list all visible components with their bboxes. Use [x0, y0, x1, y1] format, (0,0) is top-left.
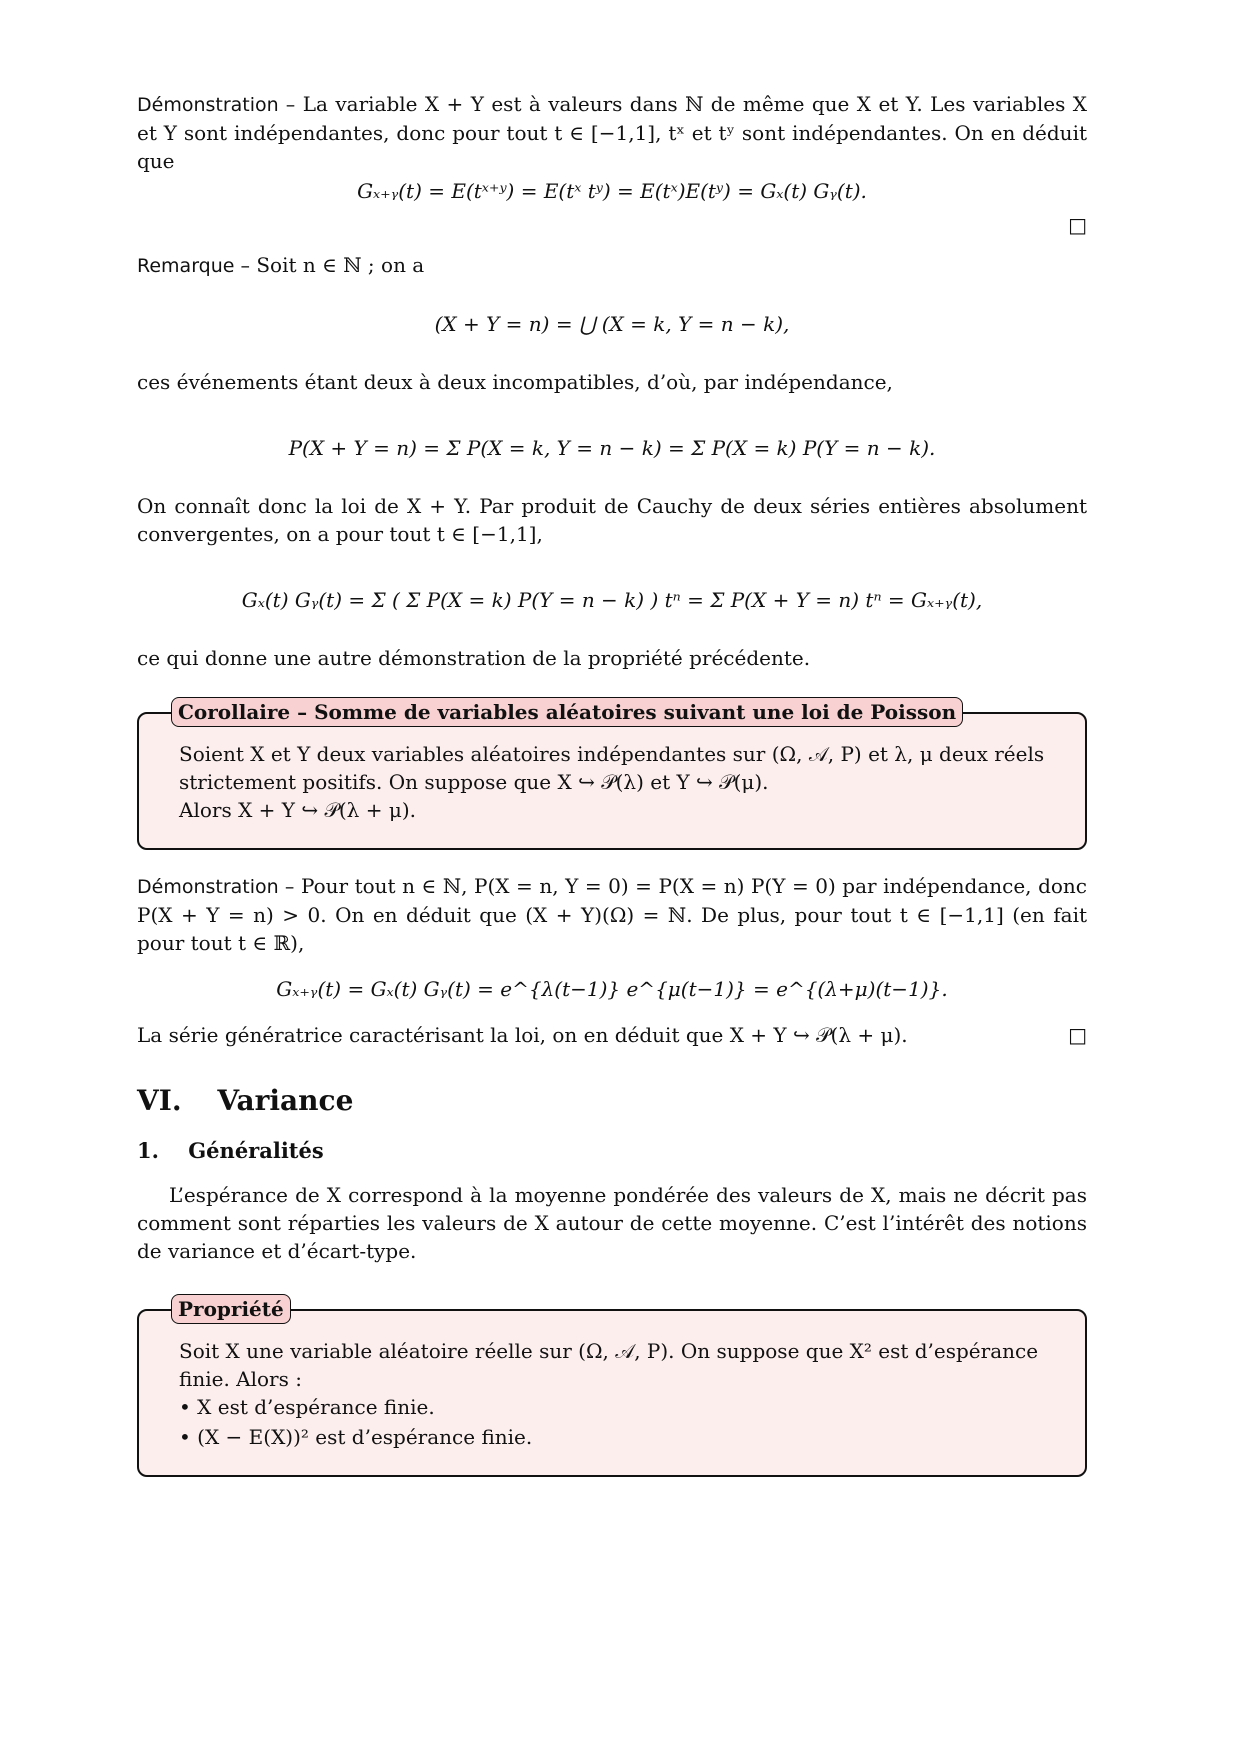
formula-cauchy-product: Gₓ(t) Gᵧ(t) = Σ ( Σ P(X = k) P(Y = n − k) ) tⁿ = Σ P(X + Y = n) tⁿ = Gₓ₊ᵧ(t), — [241, 588, 983, 612]
remark-cauchy-text: On connaît donc la loi de X + Y. Par produit de Cauchy de deux séries entières absolument convergentes, on a pour tout t ∈ [−1,1], — [137, 494, 1087, 546]
section-number: VI. — [137, 1084, 182, 1117]
formula-probability-sum: P(X + Y = n) = Σ P(X = k, Y = n − k) = Σ P(X = k) P(Y = n − k). — [288, 436, 936, 460]
demonstration-label: Démonstration – — [137, 94, 296, 116]
remark-label: Remarque – — [137, 255, 250, 277]
demonstration-text: La variable X + Y est à valeurs dans ℕ de même que X et Y. Les variables X et Y sont indépendantes, donc pour tout t ∈ [−1,1], tˣ et tʸ sont indépendantes. On en déduit que — [137, 92, 1087, 173]
property-box — [137, 1297, 1087, 1477]
property-bullet-1: • X est d’espérance finie. — [179, 1395, 435, 1419]
qed-symbol: □ — [1068, 1023, 1087, 1047]
subsection-heading — [137, 1137, 1087, 1165]
section-title: Variance — [217, 1084, 354, 1117]
subsection-title: Généralités — [188, 1138, 324, 1163]
section-heading — [137, 1084, 1087, 1117]
corollary-box — [137, 700, 1087, 850]
demonstration-label: Démonstration – — [137, 876, 295, 898]
demonstration-text: Pour tout n ∈ ℕ, P(X = n, Y = 0) = P(X = n) P(Y = 0) par indépendance, donc P(X + Y = n) > 0. On en déduit que (X + Y)(Ω) = ℕ. De plus, pour tout t ∈ [−1,1] (en fait pour tout t ∈ ℝ), — [137, 874, 1087, 955]
demonstration-2 — [137, 872, 1087, 957]
formula-generating-sum: Gₓ₊ᵧ(t) = E(tˣ⁺ʸ) = E(tˣ tʸ) = E(tˣ)E(tʸ) = Gₓ(t) Gᵧ(t). — [357, 179, 867, 203]
variance-intro: L’espérance de X correspond à la moyenne pondérée des valeurs de X, mais ne décrit pas comment sont réparties les valeurs de X autour de cette moyenne. C’est l’intérêt des notions de variance et d’écart-type. — [137, 1183, 1087, 1263]
remark-incompatible-text: ces événements étant deux à deux incompatibles, d’où, par indépendance, — [137, 370, 893, 394]
demonstration-2-end — [137, 1021, 1087, 1049]
corollary-statement: Soient X et Y deux variables aléatoires indépendantes sur (Ω, 𝒜, P) et λ, μ deux réels strictement positifs. On suppose que X ↪ 𝒫(λ) et Y ↪ 𝒫(μ). — [179, 742, 1045, 794]
corollary-conclusion: Alors X + Y ↪ 𝒫(λ + μ). — [179, 798, 416, 822]
formula-poisson: Gₓ₊ᵧ(t) = Gₓ(t) Gᵧ(t) = e^{λ(t−1)} e^{μ(t−1)} = e^{(λ+μ)(t−1)}. — [276, 977, 948, 1001]
subsection-number: 1. — [137, 1138, 159, 1163]
property-title: Propriété — [171, 1294, 291, 1324]
formula-union: (X + Y = n) = ⋃ (X = k, Y = n − k), — [434, 312, 790, 336]
remark-conclusion: ce qui donne une autre démonstration de la propriété précédente. — [137, 646, 811, 670]
property-bullet-2: • (X − E(X))² est d’espérance finie. — [179, 1425, 533, 1449]
remark — [137, 251, 1087, 280]
demonstration-1 — [137, 90, 1087, 175]
property-statement: Soit X une variable aléatoire réelle sur (Ω, 𝒜, P). On suppose que X² est d’espérance finie. Alors : — [179, 1339, 1039, 1391]
remark-text: Soit n ∈ ℕ ; on a — [256, 253, 425, 277]
demonstration-conclusion: La série génératrice caractérisant la loi, on en déduit que X + Y ↪ 𝒫(λ + μ). — [137, 1023, 908, 1047]
corollary-title: Corollaire – Somme de variables aléatoires suivant une loi de Poisson — [171, 697, 963, 727]
document-page — [137, 90, 1087, 1477]
qed-symbol: □ — [1068, 213, 1087, 237]
